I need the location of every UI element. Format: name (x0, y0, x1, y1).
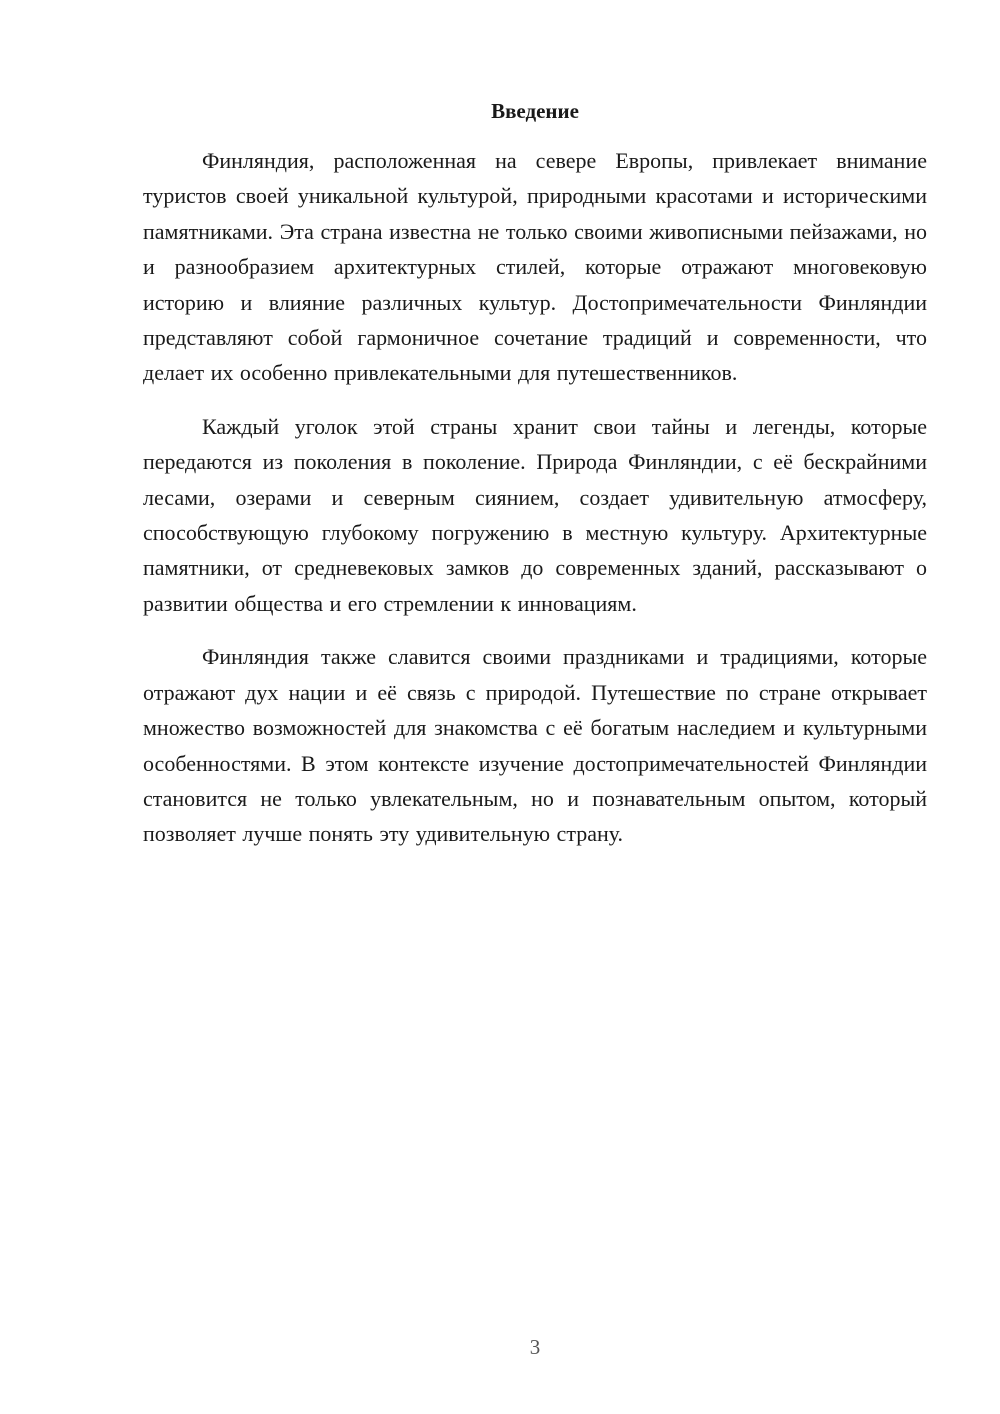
section-heading: Введение (491, 99, 579, 123)
paragraph-1: Финляндия, расположенная на севере Европы, привлекает внимание туристов своей уникальной культурой, природными красотами и историческими памятниками. Эта страна известна не только своими живописными пейзажами, но и разнообразием архитектурных стилей, которые отражают многовековую историю и влияние различных культур. Достопримечательности Финляндии представляют собой гармоничное сочетание традиций и современности, что делает их особенно привлекательными для путешественников. (143, 148, 927, 386)
paragraph-3: Финляндия также славится своими праздниками и традициями, которые отражают дух нации и её связь с природой. Путешествие по стране открывает множество возможностей для знакомства с её богатым наследием и культурными особенностями. В этом контексте изучение достопримечательностей Финляндии становится не только увлекательным, но и познавательным опытом, который позволяет лучше понять эту удивительную страну. (143, 644, 927, 847)
page-number: 3 (529, 1335, 541, 1359)
paragraph-2: Каждый уголок этой страны хранит свои тайны и легенды, которые передаются из поколения в поколение. Природа Финляндии, с её бескрайними лесами, озерами и северным сиянием, создает удивительную атмосферу, способствующую глубокому погружению в местную культуру. Архитектурные памятники, от средневековых замков до современных зданий, рассказывают о развитии общества и его стремлении к инновациям. (143, 413, 927, 616)
document-body (143, 143, 927, 870)
